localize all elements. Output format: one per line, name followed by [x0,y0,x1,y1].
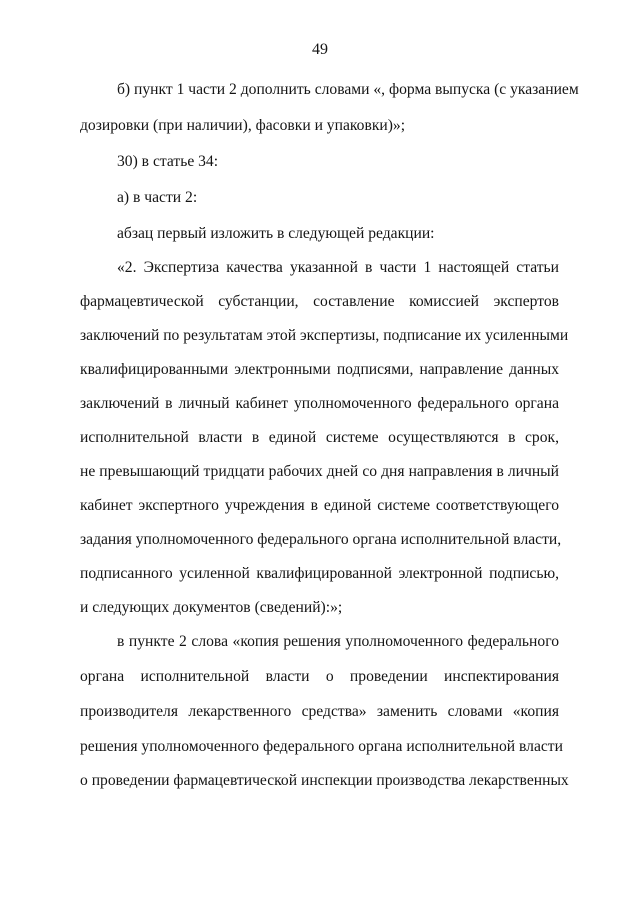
text-line: заключений по результатам этой экспертизы, подписание их усиленными [80,327,569,344]
text-line: а) в части 2: [117,189,198,206]
text-line: кабинет экспертного учреждения в единой системе соответствующего [80,497,559,514]
text-line: 30) в статье 34: [117,153,219,170]
text-line: квалифицированными электронными подписями, направление данных [80,361,559,378]
text-line: решения уполномоченного федерального органа исполнительной власти [80,738,563,755]
text-line: исполнительной власти в единой системе осуществляются в срок, [80,429,559,446]
text-line: органа исполнительной власти о проведении инспектирования [80,668,559,685]
text-line: «2. Экспертиза качества указанной в части 1 настоящей статьи [117,259,559,276]
text-line: б) пункт 1 части 2 дополнить словами «, форма выпуска (с указанием [117,81,579,98]
text-line: абзац первый изложить в следующей редакции: [117,225,435,242]
text-line: заключений в личный кабинет уполномоченного федерального органа [80,395,559,412]
text-line: задания уполномоченного федерального органа исполнительной власти, [80,531,562,548]
text-line: в пункте 2 слова «копия решения уполномоченного федерального [117,633,559,650]
text-line: не превышающий тридцати рабочих дней со дня направления в личный [80,463,559,480]
text-line: фармацевтической субстанции, составление комиссией экспертов [80,293,559,310]
text-line: и следующих документов (сведений):»; [80,599,343,616]
text-line: дозировки (при наличии), фасовки и упаковки)»; [80,117,406,134]
text-line: подписанного усиленной квалифицированной электронной подписью, [80,565,559,582]
text-line: о проведении фармацевтической инспекции производства лекарственных [80,772,569,789]
page-number: 49 [312,41,328,58]
text-line: производителя лекарственного средства» заменить словами «копия [80,703,559,720]
